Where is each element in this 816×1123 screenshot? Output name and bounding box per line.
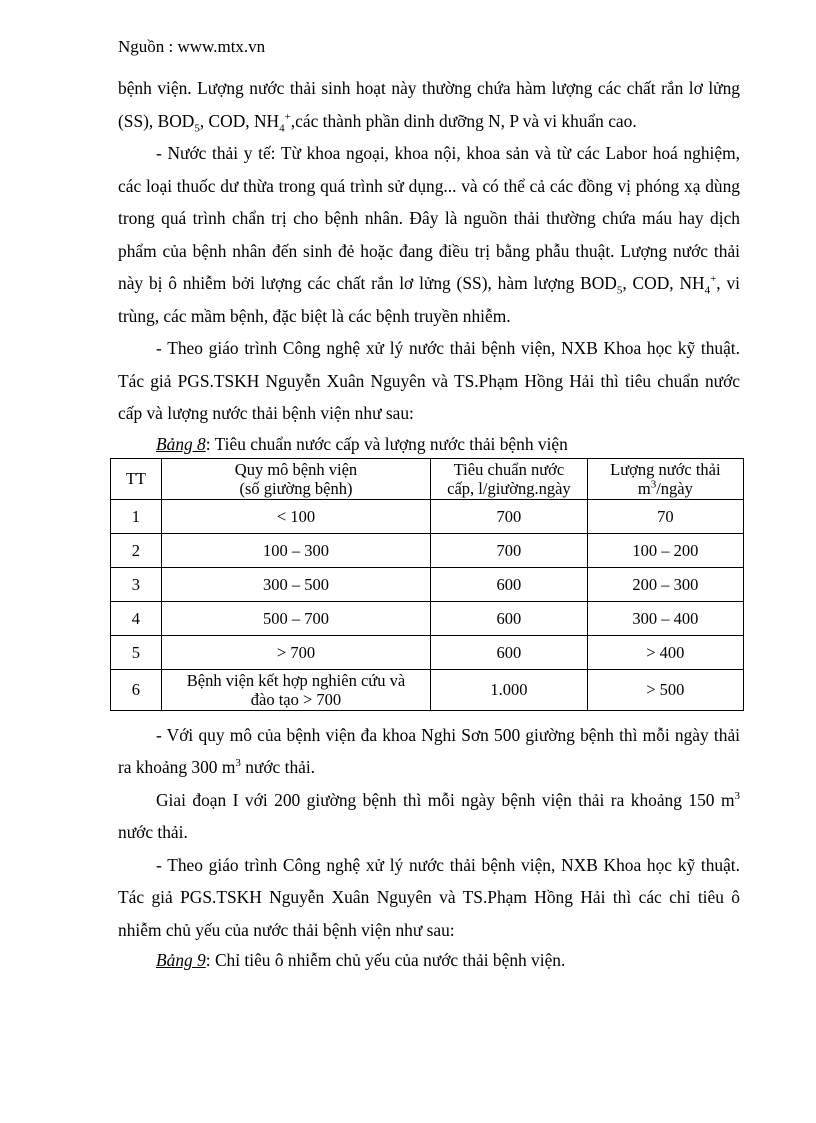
paragraph-phase-1: Giai đoạn I với 200 giường bệnh thì mỗi ngày bệnh viện thải ra khoảng 150 $m^3$ nước thải. (118, 789, 740, 842)
paragraph-nghi-son: - Với quy mô của bệnh viện đa khoa Nghi Sơn 500 giường bệnh thì mỗi ngày thải ra khoảng 300 $m^3$ nước thải. (118, 724, 740, 777)
document-body (118, 72, 740, 974)
water-standard-table (110, 458, 744, 711)
header-supply: Tiêu chuẩn nước cấp, l/giường.ngày (431, 458, 588, 499)
table-row: 2 100 – 300 700 100 – 200 (111, 533, 744, 567)
table-row: 3 300 – 500 600 200 – 300 (111, 567, 744, 601)
paragraph-domestic-wastewater: bệnh viện. Lượng nước thải sinh hoạt này thường chứa hàm lượng các chất rắn lơ lửng (SS), $BOD_5$, COD, $NH_4^+,các$ thành phần dinh dưỡng N, P và vi khuẩn cao. (118, 78, 740, 134)
paragraph-medical-wastewater: - Nước thải y tế: Từ khoa ngoại, khoa nội, khoa sản và từ các Labor hoá nghiệm, các loại thuốc dư thừa trong quá trình sử dụng... và có thể cả các đồng vị phóng xạ dùng trong quá trình chẩn trị cho bệnh nhân. Đây là nguồn thải thường chứa máu hay dịch phẩm của bệnh nhân đến sinh đẻ hoặc đang điều trị bằng phẫu thuật. Lượng nước thải này bị ô nhiễm bởi lượng các chất rắn lơ lửng (SS), hàm lượng $BOD_5$, COD, $NH_4^+$, vi trùng, các mầm bệnh, đặc biệt là các bệnh truyền nhiễm. (118, 143, 740, 326)
table-row: 1 < 100 700 70 (111, 499, 744, 533)
paragraph-reference-1: - Theo giáo trình Công nghệ xử lý nước thải bệnh viện, NXB Khoa học kỹ thuật. Tác giả PGS.TSKH Nguyễn Xuân Nguyên và TS.Phạm Hồng Hải thì tiêu chuẩn nước cấp và lượng nước thải bệnh viện như sau: (118, 338, 740, 423)
paragraph-reference-2: - Theo giáo trình Công nghệ xử lý nước thải bệnh viện, NXB Khoa học kỹ thuật. Tác giả PGS.TSKH Nguyễn Xuân Nguyên và TS.Phạm Hồng Hải thì các chỉ tiêu ô nhiễm chủ yếu của nước thải bệnh viện như sau: (118, 854, 740, 940)
header-waste: Lượng nước thải $m^3$/ngày (587, 458, 743, 499)
source-header: Nguồn : www.mtx.vn (118, 37, 266, 56)
table-row: 5 > 700 600 > 400 (111, 635, 744, 669)
header-tt: TT (111, 458, 162, 499)
table-row: 4 500 – 700 600 300 – 400 (111, 601, 744, 635)
table9-caption: Bảng 9: Chỉ tiêu ô nhiễm chủ yếu của nước thải bệnh viện. (156, 950, 566, 970)
header-scale: Quy mô bệnh viện (số giường bệnh) (161, 458, 430, 499)
table8-caption: Bảng 8: Tiêu chuẩn nước cấp và lượng nước thải bệnh viện (156, 433, 568, 454)
table-row: 6 Bệnh viện kết hợp nghiên cứu và đào tạo > 700 1.000 > 500 (111, 669, 744, 710)
